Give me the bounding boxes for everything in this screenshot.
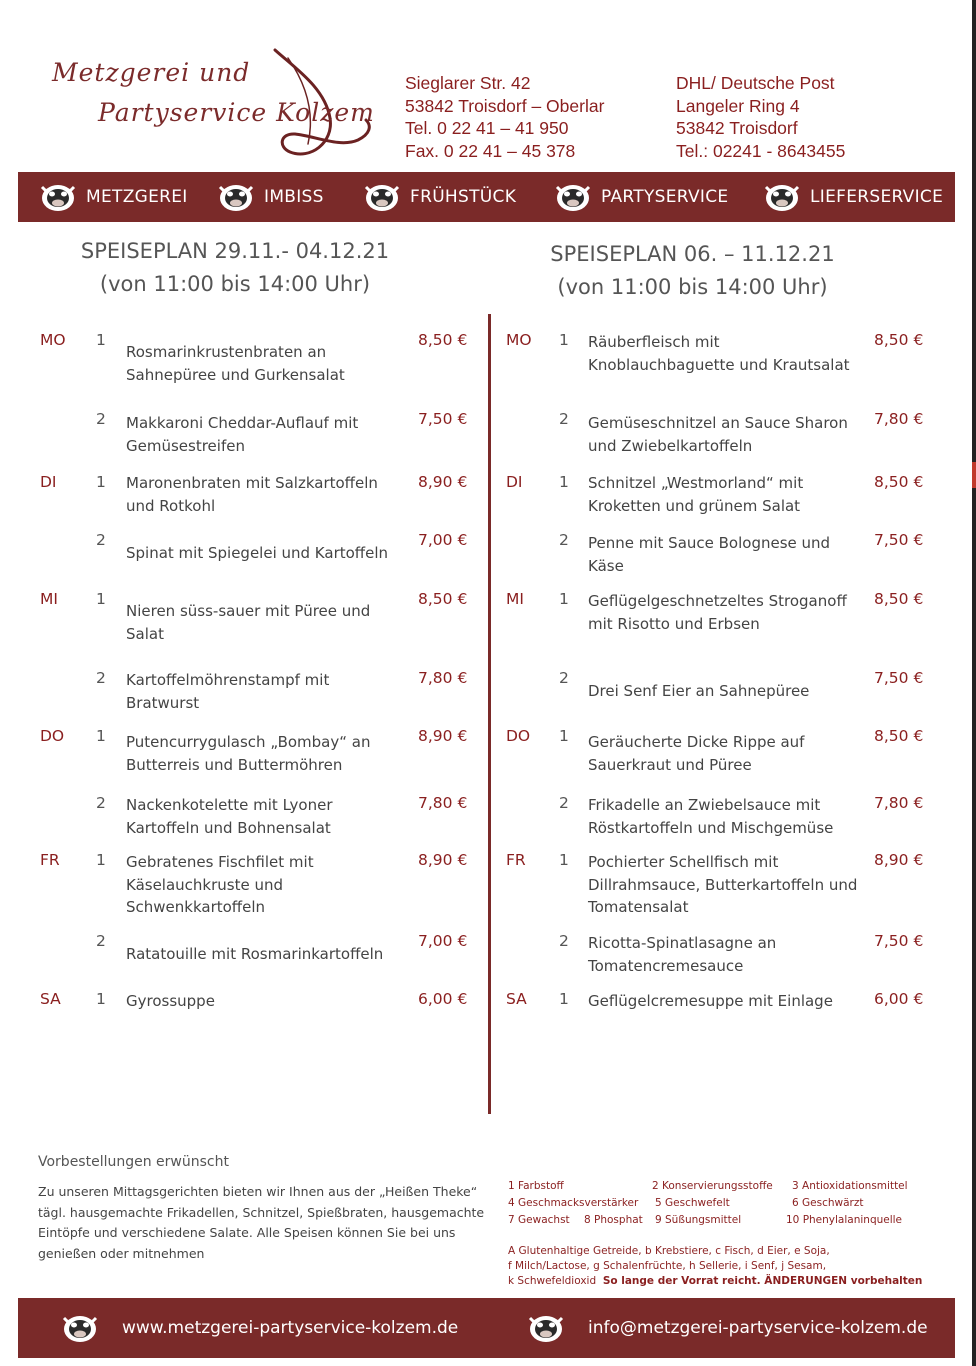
menu-dish: Geflügelcremesuppe mit Einlage: [588, 992, 833, 1010]
menu-day: MO: [506, 331, 532, 349]
address-phone: Tel. 0 22 41 – 41 950: [405, 118, 569, 138]
menu-dish: Nackenkotelette mit Lyoner Kartoffeln und Bohnensalat: [126, 796, 333, 837]
menu-number: 2: [559, 794, 569, 812]
menu-day: SA: [506, 990, 527, 1008]
menu-number: 1: [559, 990, 569, 1008]
website-link-item[interactable]: [60, 1298, 458, 1358]
plan-header-week1: [60, 235, 410, 301]
menu-day: MI: [40, 590, 58, 608]
plan-hours: (von 11:00 bis 14:00 Uhr): [99, 272, 371, 296]
legend-item: 7 Gewachst: [508, 1214, 570, 1226]
menu-price: 7,80 €: [874, 410, 924, 428]
menu-number: 2: [96, 531, 106, 549]
menu-price: 8,50 €: [874, 590, 924, 608]
menu-dish: Putencurrygulasch „Bombay“ an Butterreis und Buttermöhren: [126, 733, 371, 774]
menu-number: 1: [96, 331, 106, 349]
menu-dish: Kartoffelmöhrenstampf mit Bratwurst: [126, 671, 330, 712]
menu-price: 7,50 €: [874, 531, 924, 549]
menu-dish: Gyrossuppe: [126, 992, 215, 1010]
menu-day: DI: [506, 473, 523, 491]
service-band: [18, 172, 955, 222]
band-item-lieferservice: [762, 172, 943, 222]
menu-price: 7,50 €: [874, 669, 924, 687]
menu-dish: Geräucherte Dicke Rippe auf Sauerkraut und Püree: [588, 733, 805, 774]
preorder-note: Vorbestellungen erwünscht: [38, 1154, 229, 1170]
menu-price: 8,50 €: [874, 331, 924, 349]
menu-day: DO: [40, 727, 65, 745]
menu-price: 7,50 €: [874, 932, 924, 950]
address-street: Sieglarer Str. 42: [405, 73, 531, 93]
menu-number: 1: [559, 473, 569, 491]
allergen-line: A Glutenhaltige Getreide, b Krebstiere, c Fisch, d Eier, e Soja,: [508, 1245, 830, 1257]
page-edge-marker: [972, 462, 976, 488]
cow-icon: [60, 1312, 100, 1344]
menu-dish: Geflügelgeschnetzeltes Stroganoff mit Risotto und Erbsen: [588, 592, 847, 633]
address-city: 53842 Troisdorf – Oberlar: [405, 95, 605, 116]
plan-header-week2: [520, 238, 865, 304]
band-label: FRÜHSTÜCK: [410, 187, 517, 207]
band-label: PARTYSERVICE: [601, 187, 729, 207]
band-item-partyservice: [553, 172, 728, 222]
band-item-imbiss: [216, 172, 324, 222]
band-label: LIEFERSERVICE: [810, 187, 944, 207]
menu-day: DO: [506, 727, 531, 745]
menu-price: 8,50 €: [874, 727, 924, 745]
menu-dish: Gebratenes Fischfilet mit Käselauchkruste und Schwenkkartoffeln: [126, 853, 314, 916]
menu-dish: Maronenbraten mit Salzkartoffeln und Rotkohl: [126, 474, 378, 515]
menu-day: FR: [40, 851, 60, 869]
menu-dish: Rosmarinkrustenbraten an Sahnepüree und Gurkensalat: [126, 343, 345, 384]
menu-price: 7,80 €: [874, 794, 924, 812]
menu-price: 8,90 €: [874, 851, 924, 869]
cow-icon: [526, 1312, 566, 1344]
menu-number: 1: [96, 590, 106, 608]
shop-address: [405, 72, 604, 162]
website-link[interactable]: www.metzgerei-partyservice-kolzem.de: [122, 1318, 459, 1338]
post-city: 53842 Troisdorf: [676, 118, 798, 138]
legend-item: 5 Geschwefelt: [655, 1197, 730, 1209]
menu-dish: Räuberfleisch mit Knoblauchbaguette und Krautsalat: [588, 333, 850, 374]
legend-item: 8 Phosphat: [584, 1214, 643, 1226]
availability-notice: So lange der Vorrat reicht. ÄNDERUNGEN vorbehalten: [602, 1275, 923, 1287]
email-link-item[interactable]: [526, 1298, 928, 1358]
logo-line2: Partyservice Kolzem: [98, 98, 375, 127]
address-fax: Fax. 0 22 41 – 45 378: [405, 140, 576, 161]
menu-number: 2: [96, 669, 106, 687]
menu-dish: Drei Senf Eier an Sahnepüree: [588, 682, 810, 700]
menu-number: 2: [96, 410, 106, 428]
menu-dish: Pochierter Schellfisch mit Dillrahmsauce, Butterkartoffeln und Tomatensalat: [588, 853, 858, 916]
menu-price: 8,90 €: [418, 851, 468, 869]
menu-day: MO: [40, 331, 66, 349]
menu-price: 7,80 €: [418, 669, 468, 687]
menu-number: 1: [96, 851, 106, 869]
band-label: METZGEREI: [86, 187, 188, 207]
plan-title: SPEISEPLAN 29.11.- 04.12.21: [80, 239, 390, 263]
menu-price: 7,80 €: [418, 794, 468, 812]
menu-dish: Frikadelle an Zwiebelsauce mit Röstkartoffeln und Mischgemüse: [588, 796, 834, 837]
intro-text: Zu unseren Mittagsgerichten bieten wir Ihnen aus der „Heißen Theke“ tägl. hausgemachte Frikadellen, Schnitzel, Spießbraten, hausgemachte Eintöpfe und verschiedene Salate. Alle Speisen können Sie bei uns genießen oder mitnehmen: [38, 1184, 485, 1261]
legend-item: 10 Phenylalaninquelle: [786, 1214, 903, 1226]
band-item-fruehstueck: [362, 172, 516, 222]
menu-number: 1: [96, 473, 106, 491]
email-link[interactable]: info@metzgerei-partyservice-kolzem.de: [588, 1318, 928, 1338]
legend-item: 4 Geschmacksverstärker: [508, 1197, 639, 1209]
page-edge: [972, 0, 976, 1366]
menu-price: 7,50 €: [418, 410, 468, 428]
band-label: IMBISS: [264, 187, 324, 207]
menu-price: 8,50 €: [418, 590, 468, 608]
menu-day: DI: [40, 473, 57, 491]
logo: [40, 48, 400, 166]
menu-price: 8,50 €: [418, 331, 468, 349]
menu-number: 2: [559, 410, 569, 428]
menu-dish: Spinat mit Spiegelei und Kartoffeln: [126, 544, 389, 562]
menu-number: 2: [96, 794, 106, 812]
post-address: [676, 72, 845, 162]
menu-price: 7,00 €: [418, 531, 468, 549]
allergen-legend: [508, 1244, 922, 1289]
menu-dish: Penne mit Sauce Bolognese und Käse: [588, 534, 831, 575]
post-street: Langeler Ring 4: [676, 95, 800, 116]
legend-item: 6 Geschwärzt: [792, 1197, 864, 1209]
menu-number: 2: [559, 932, 569, 950]
menu-dish: Ricotta-Spinatlasagne an Tomatencremesauce: [588, 934, 777, 975]
menu-dish: Makkaroni Cheddar-Auflauf mit Gemüsestreifen: [126, 414, 359, 455]
menu-dish: Schnitzel „Westmorland“ mit Kroketten und grünem Salat: [588, 474, 804, 515]
allergen-line: [508, 1274, 922, 1289]
menu-dish: Nieren süss-sauer mit Püree und Salat: [126, 602, 371, 643]
menu-dish: Ratatouille mit Rosmarinkartoffeln: [126, 945, 384, 963]
menu-price: 6,00 €: [874, 990, 924, 1008]
logo-line1: Metzgerei und: [52, 58, 251, 87]
plan-title: SPEISEPLAN 06. – 11.12.21: [550, 242, 835, 266]
cow-icon: [38, 181, 78, 213]
legend-item: 3 Antioxidationsmittel: [792, 1180, 908, 1192]
menu-number: 2: [559, 531, 569, 549]
menu-number: 1: [559, 331, 569, 349]
menu-price: 8,90 €: [418, 727, 468, 745]
legend-item: 2 Konservierungsstoffe: [652, 1180, 773, 1192]
cow-icon: [362, 181, 402, 213]
allergen-line: f Milch/Lactose, g Schalenfrüchte, h Sellerie, i Senf, j Sesam,: [508, 1260, 827, 1272]
menu-number: 1: [559, 727, 569, 745]
cow-icon: [762, 181, 802, 213]
post-phone: Tel.: 02241 - 8643455: [676, 140, 846, 161]
legend-item: 9 Süßungsmittel: [655, 1214, 742, 1226]
allergen-line-end: k Schwefeldioxid: [508, 1275, 597, 1287]
menu-number: 2: [96, 932, 106, 950]
menu-number: 1: [96, 990, 106, 1008]
menu-price: 6,00 €: [418, 990, 468, 1008]
menu-price: 8,90 €: [418, 473, 468, 491]
cow-icon: [553, 181, 593, 213]
legend-item: 1 Farbstoff: [508, 1180, 564, 1192]
menu-number: 2: [559, 669, 569, 687]
post-name: DHL/ Deutsche Post: [676, 73, 835, 93]
menu-number: 1: [559, 851, 569, 869]
menu-day: SA: [40, 990, 61, 1008]
plan-hours: (von 11:00 bis 14:00 Uhr): [557, 275, 828, 299]
menu-number: 1: [96, 727, 106, 745]
cow-icon: [216, 181, 256, 213]
column-divider: [488, 314, 491, 1114]
menu-dish: Gemüseschnitzel an Sauce Sharon und Zwiebelkartoffeln: [588, 414, 848, 455]
band-item-metzgerei: [38, 172, 188, 222]
menu-price: 8,50 €: [874, 473, 924, 491]
menu-price: 7,00 €: [418, 932, 468, 950]
menu-number: 1: [559, 590, 569, 608]
menu-day: MI: [506, 590, 524, 608]
menu-day: FR: [506, 851, 526, 869]
contact-band: [18, 1298, 955, 1358]
